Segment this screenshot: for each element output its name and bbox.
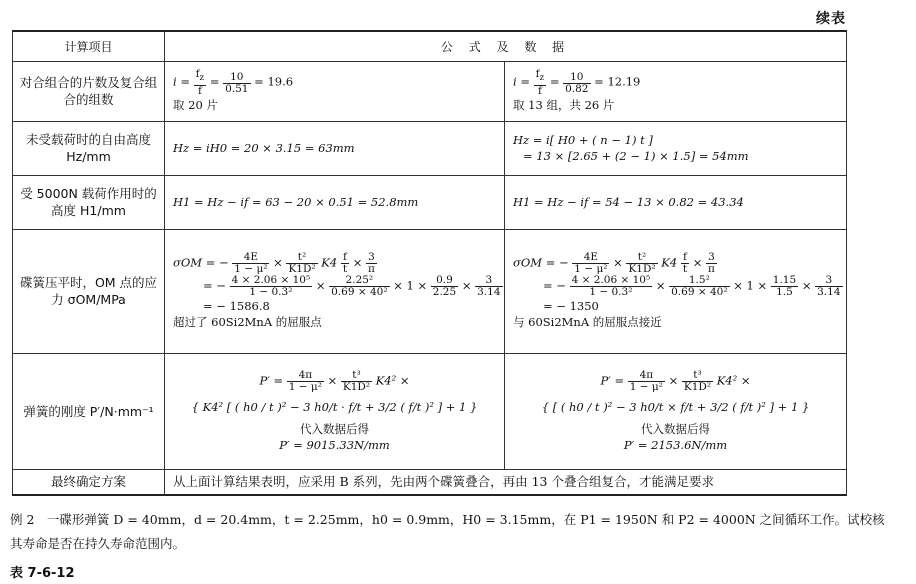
item-free-height: 未受载荷时的自由高度 Hz/mm [13,121,165,175]
formula-free-height-left: Hz = iH0 = 20 × 3.15 = 63mm [165,121,505,175]
header-item: 计算项目 [13,31,165,61]
formula-loaded-height-left: H1 = Hz − if = 63 − 20 × 0.51 = 52.8mm [165,175,505,229]
item-stiffness: 弹簧的刚度 P′/N·mm⁻¹ [13,353,165,469]
continued-label: 续表 [816,11,846,27]
item-loaded-height: 受 5000N 载荷作用时的高度 H1/mm [13,175,165,229]
formula-stiffness-right: P′ = $\frac{4\pi}{\text{1 − μ²}}$ × $\frac{\text{t³}}{\text{K1D²}}$ K4² × { [ ( h0 / t )² − 3 h0/t × f/t + 3/2 ( f/t )² ] + 1 } 代入数据后得 P′ = 2153.6N/mm [505,353,847,469]
formula-stress-right: σOM = − $\frac{4E}{\text{1 − μ²}}$ × $\frac{\text{t²}}{\text{K1D²}}$ K4 $\frac{f}{t}$ × $\frac{3}{\pi}$ = − $\frac{\text{4 × 2.06 × 10⁵}}{\text{1 − 0.3²}}$ × $\frac{\text{1.5²}}{\text{0.69 × 40²}}$ × 1 × $\frac{1.15}{1.5}$ × $\frac{3}{3.14}$ = − 1350 与 60Si2MnA 的屈服点接近 [505,229,847,353]
formula-free-height-right: Hz = i[ H0 + ( n − 1) t ] = 13 × [2.65 + (2 − 1) × 1.5] = 54mm [505,121,847,175]
item-groups: 对合组合的片数及复合组合的组数 [13,61,165,121]
header-formula: 公 式 及 数 据 [165,31,847,61]
table-label: 表 7-6-12 [10,566,75,581]
item-final: 最终确定方案 [13,469,165,495]
item-stress: 碟簧压平时，OM 点的应力 σOM/MPa [13,229,165,353]
formula-groups-right: i = $\frac{f_z}{f}$ = $\frac{10}{0.82}$ = 12.19 取 13 组，共 26 片 [505,61,847,121]
calculation-table [12,30,847,496]
formula-loaded-height-right: H1 = Hz − if = 54 − 13 × 0.82 = 43.34 [505,175,847,229]
final-scheme: 从上面计算结果表明，应采用 B 系列，先由两个碟簧叠合，再由 13 个叠合组复合，才能满足要求 [165,469,847,495]
formula-stress-left: σOM = − $\frac{4E}{\text{1 − μ²}}$ × $\frac{\text{t²}}{\text{K1D²}}$ K4 $\frac{f}{t}$ × $\frac{3}{\pi}$ = − $\frac{\text{4 × 2.06 × 10⁵}}{\text{1 − 0.3²}}$ × $\frac{\text{2.25²}}{\text{0.69 × 40²}}$ × 1 × $\frac{0.9}{2.25}$ × $\frac{3}{3.14}$ = − 1586.8 超过了 60Si2MnA 的屈服点 [165,229,505,353]
formula-stiffness-left: P′ = $\frac{4\pi}{\text{1 − μ²}}$ × $\frac{\text{t³}}{\text{K1D²}}$ K4² × { K4² [ ( h0 / t )² − 3 h0/t · f/t + 3/2 ( f/t )² ] + 1 } 代入数据后得 P′ = 9015.33N/mm [165,353,505,469]
formula-groups-left: i = $\frac{f_z}{f}$ = $\frac{10}{0.51}$ = 19.6 取 20 片 [165,61,505,121]
example-paragraph: 例 2 一碟形弹簧 D = 40mm，d = 20.4mm，t = 2.25mm，h0 = 0.9mm，H0 = 3.15mm，在 P1 = 1950N 和 P2 = 4000N 之间循环工作。试校核其寿命是否在持久寿命范围内。 [10,512,885,551]
